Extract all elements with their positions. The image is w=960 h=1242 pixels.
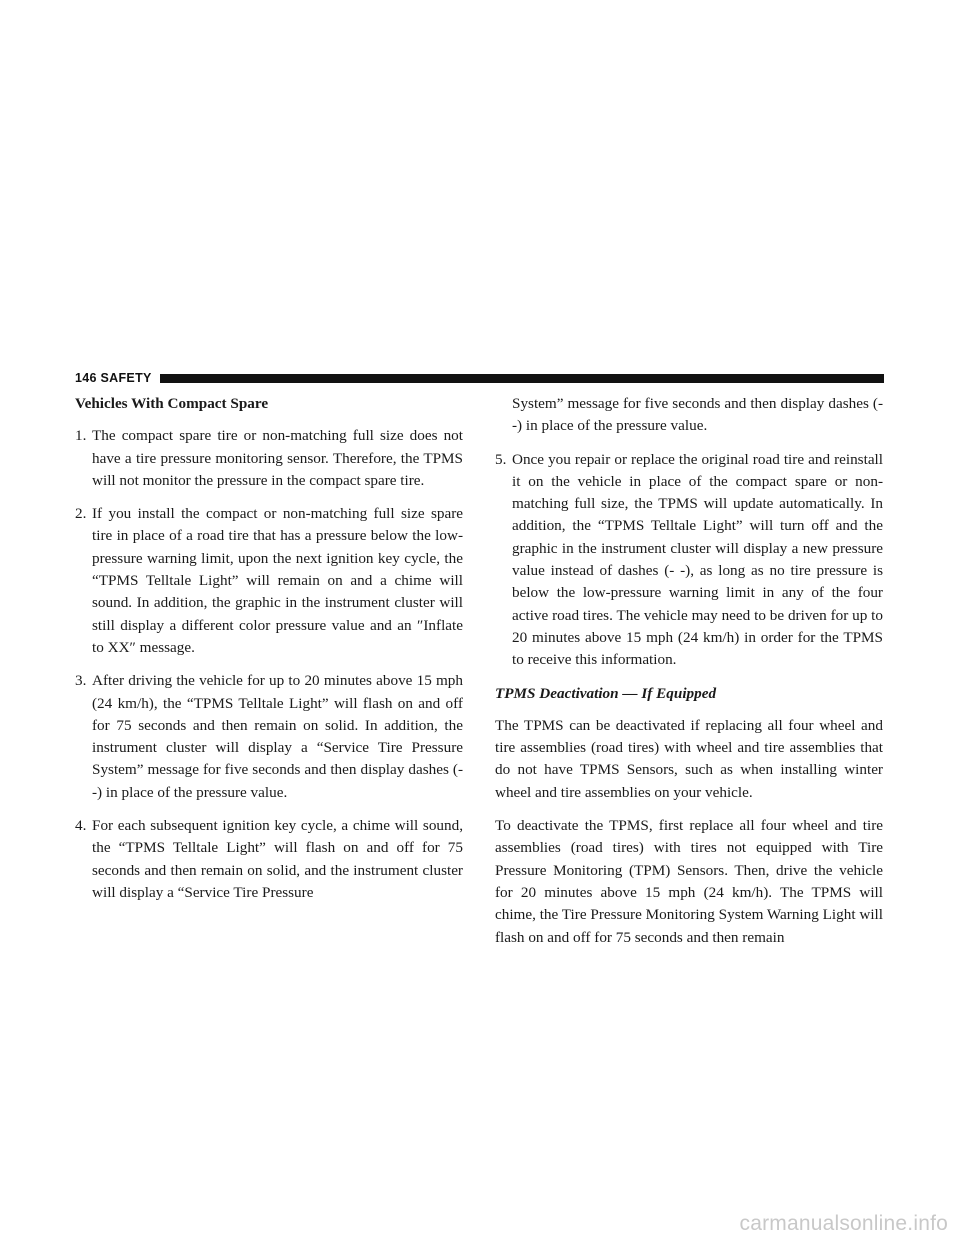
step-text: The compact spare tire or non-matching full size does not have a tire pressure monitoring sensor. Therefore, the TPMS will not monitor the pressure in the compact spare tire. [92, 427, 463, 489]
step-4-continuation: System” message for five seconds and then display dashes (- -) in place of the pressure value. [512, 395, 883, 435]
step-item [75, 815, 463, 904]
step-number: 5. [495, 450, 507, 468]
section-heading-tpms-deactivation: TPMS Deactivation — If Equipped [495, 684, 717, 702]
deactivation-paragraph-1: The TPMS can be deactivated if replacing all four wheel and tire assemblies (road tires) with wheel and tire assemblies that do not have TPMS Sensors, such as when installing winter wheel and tire assemblies on your vehicle. [495, 716, 883, 801]
right-column [495, 393, 883, 960]
step-text: If you install the compact or non-matching full size spare tire in place of a road tire that has a pressure below the low-pressure warning limit, upon the next ignition key cycle, the “TPMS Telltale Light” will remain on and a chime will sound. In addition, the graphic in the instrument cluster will still display a different color pressure value and an ″Inflate to XX″ message. [92, 505, 463, 656]
step-text: For each subsequent ignition key cycle, a chime will sound, the “TPMS Telltale Light” will flash on and off for 75 seconds and then remain on solid, and the instrument cluster will display a “Service Tire Pressure [92, 817, 463, 901]
step-text: Once you repair or replace the original road tire and reinstall it on the vehicle in place of the compact spare or non-matching full size, the TPMS will update automatically. In addition, the “TPMS Telltale Light” will turn off and the graphic in the instrument cluster will display a new pressure value instead of dashes (- -), as long as no tire pressure is below the low-pressure warning limit in any of the four active road tires. The vehicle may need to be driven for up to 20 minutes above 15 mph (24 km/h) in order for the TPMS to receive this information. [512, 450, 883, 669]
compact-spare-steps [75, 425, 463, 904]
left-column [75, 393, 463, 915]
step-item [75, 425, 463, 492]
step-item [75, 503, 463, 659]
compact-spare-steps-continued [495, 449, 883, 672]
step-number: 1. [75, 427, 87, 445]
step-text: After driving the vehicle for up to 20 minutes above 15 mph (24 km/h), the “TPMS Telltale Light” will flash on and off for 75 seconds and then remain on solid. In addition, the instrument cluster will display a “Service Tire Pressure System” message for five seconds and then display dashes (- -) in place of the pressure value. [92, 672, 463, 801]
watermark-link[interactable]: carmanualsonline.info [739, 1212, 948, 1235]
page-header [75, 371, 884, 385]
step-item [495, 449, 883, 672]
page-number-section-label: 146 SAFETY [75, 371, 152, 385]
step-number: 3. [75, 672, 87, 690]
step-number: 4. [75, 817, 87, 835]
step-number: 2. [75, 505, 87, 523]
deactivation-paragraph-2: To deactivate the TPMS, first replace all four wheel and tire assemblies (road tires) with tires not equipped with Tire Pressure Monitoring (TPM) Sensors. Then, drive the vehicle for 20 minutes above 15 mph (24 km/h). The TPMS will chime, the Tire Pressure Monitoring System Warning Light will flash on and off for 75 seconds and then remain [495, 817, 883, 946]
step-item [75, 670, 463, 804]
header-rule [160, 374, 884, 383]
section-heading-compact-spare: Vehicles With Compact Spare [75, 395, 269, 412]
